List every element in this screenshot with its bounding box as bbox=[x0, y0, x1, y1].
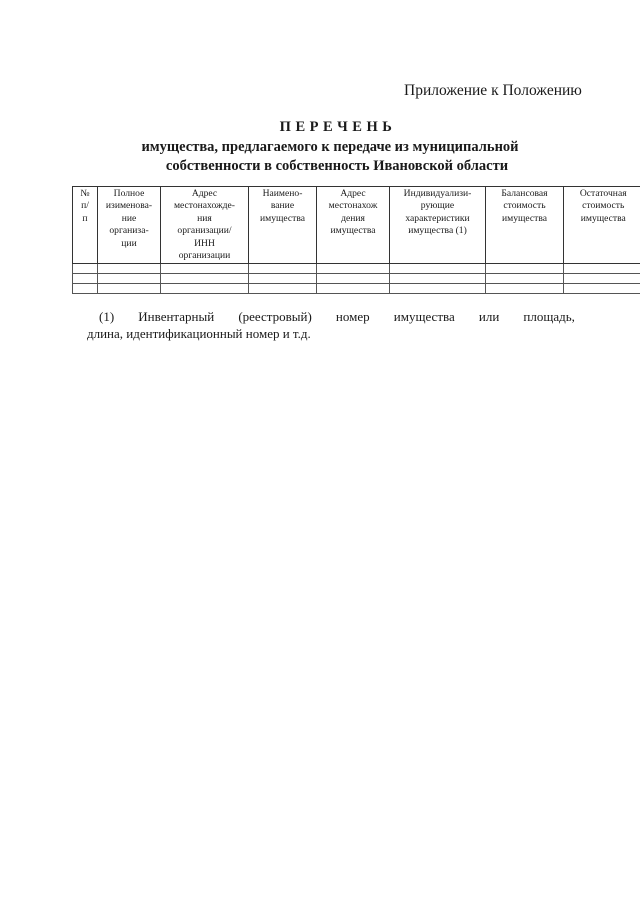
table-row bbox=[73, 283, 640, 293]
footnote-word: (реестровый) bbox=[238, 309, 312, 324]
table-cell bbox=[161, 273, 249, 283]
table-body bbox=[73, 263, 640, 293]
table-cell bbox=[317, 273, 390, 283]
table-cell bbox=[486, 283, 564, 293]
header-property-characteristics: Индивидуализи- рующие характеристики имущества (1) bbox=[390, 187, 486, 264]
footnote-word: номер bbox=[335, 309, 370, 324]
table-cell bbox=[486, 273, 564, 283]
footnote-word: площадь, bbox=[523, 309, 575, 324]
table-row bbox=[73, 273, 640, 283]
footnote-marker: (1) bbox=[99, 309, 115, 324]
footnote bbox=[87, 308, 575, 342]
table-cell bbox=[249, 283, 317, 293]
table-cell bbox=[73, 283, 98, 293]
header-organization-name: Полное изименова- ние организа- ции bbox=[98, 187, 161, 264]
header-row-number: № п/ п bbox=[73, 187, 98, 264]
table-cell bbox=[249, 273, 317, 283]
table-cell bbox=[98, 263, 161, 273]
table-cell bbox=[73, 273, 98, 283]
table-cell bbox=[486, 263, 564, 273]
table-cell bbox=[98, 273, 161, 283]
table-cell bbox=[390, 263, 486, 273]
table-cell bbox=[98, 283, 161, 293]
header-residual-value: Остаточная стоимость имущества bbox=[564, 187, 640, 264]
table-cell bbox=[390, 283, 486, 293]
document-heading bbox=[60, 118, 600, 176]
table-cell bbox=[317, 263, 390, 273]
header-balance-value: Балансовая стоимость имущества bbox=[486, 187, 564, 264]
property-list-table bbox=[72, 186, 640, 294]
table-cell bbox=[161, 283, 249, 293]
footnote-word: Инвентарный bbox=[138, 309, 215, 324]
heading-title: ПЕРЕЧЕНЬ bbox=[279, 119, 397, 135]
header-property-name: Наимено- вание имущества bbox=[249, 187, 317, 264]
table-cell bbox=[390, 273, 486, 283]
header-organization-address-inn: Адрес местонахожде- ния организации/ ИНН организации bbox=[161, 187, 249, 264]
table-cell bbox=[564, 263, 640, 273]
table-cell bbox=[317, 283, 390, 293]
heading-subtitle-line-2: собственности в собственность Ивановской области bbox=[165, 158, 509, 174]
appendix-label: Приложение к Положению bbox=[404, 82, 582, 99]
footnote-word: или bbox=[478, 309, 500, 324]
table-cell bbox=[564, 283, 640, 293]
table-cell bbox=[564, 273, 640, 283]
footnote-word: имущества bbox=[393, 309, 455, 324]
table-cell bbox=[249, 263, 317, 273]
footnote-line-2: длина, идентификационный номер и т.д. bbox=[87, 326, 311, 341]
header-property-address: Адрес местонахож дения имущества bbox=[317, 187, 390, 264]
table-cell bbox=[73, 263, 98, 273]
heading-subtitle-line-1: имущества, предлагаемого к передаче из муниципальной bbox=[141, 139, 519, 155]
table-cell bbox=[161, 263, 249, 273]
footnote-line-1 bbox=[87, 308, 575, 325]
table-header-row bbox=[73, 187, 640, 264]
table-row bbox=[73, 263, 640, 273]
